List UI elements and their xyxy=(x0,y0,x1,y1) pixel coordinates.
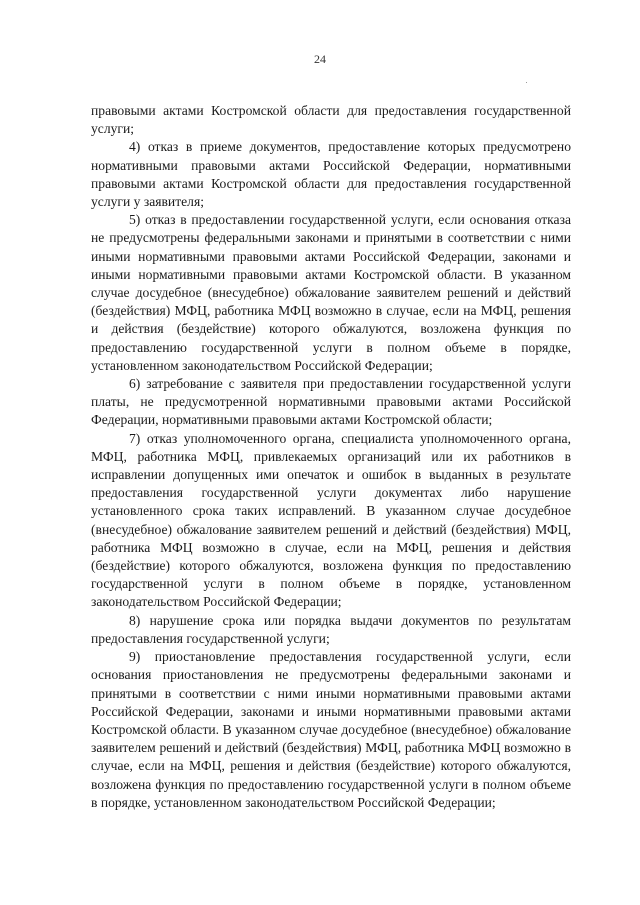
document-body xyxy=(91,102,571,812)
paragraph-item-4: 4) отказ в приеме документов, предоставление которых предусмотрено нормативными правовыми актами Российской Федерации, нормативными правовыми актами Костромской области для предоставления государственной услуги у заявителя; xyxy=(91,139,571,210)
scan-artifact xyxy=(526,82,527,83)
paragraph-item-5: 5) отказ в предоставлении государственной услуги, если основания отказа не предусмотрены федеральными законами и принятыми в соответствии с ними иными нормативными правовыми актами Российской Федерации, законами и иными нормативными правовыми актами Костромской области. В указанном случае досудебное (внесудебное) обжалование заявителем решений и действий (бездействия) МФЦ, работника МФЦ возможно в случае, если на МФЦ, решения и действия (бездействие) которого обжалуются, возложена функция по предоставлению государственной услуги в полном объеме в порядке, установленном законодательством Российской Федерации; xyxy=(91,212,571,373)
page-number: 24 xyxy=(314,52,326,66)
paragraph-item-7: 7) отказ уполномоченного органа, специалиста уполномоченного органа, МФЦ, работника МФЦ, привлекаемых организаций или их работников в исправлении допущенных ими опечаток и ошибок в выданных в результате предоставления государственной услуги документах либо нарушение установленного срока таких исправлений. В указанном случае досудебное (внесудебное) обжалование заявителем решений и действий (бездействия) МФЦ, работника МФЦ возможно в случае, если на МФЦ, решения и действия (бездействие) которого обжалуются, возложена функция по предоставлению государственной услуги в полном объеме в порядке, установленном законодательством Российской Федерации; xyxy=(91,430,571,610)
paragraph-continuation: правовыми актами Костромской области для предоставления государственной услуги; xyxy=(91,103,571,137)
paragraph-item-9: 9) приостановление предоставления государственной услуги, если основания приостановления не предусмотрены федеральными законами и принятыми в соответствии с ними иными нормативными правовыми актами Российской Федерации, законами и иными нормативными правовыми актами Костромской области. В указанном случае досудебное (внесудебное) обжалование заявителем решений и действий (бездействия) МФЦ, работника МФЦ возможно в случае, если на МФЦ, решения и действия (бездействие) которого обжалуются, возложена функция по предоставлению государственной услуги в полном объеме в порядке, установленном законодательством Российской Федерации; xyxy=(91,649,571,810)
paragraph-item-8: 8) нарушение срока или порядка выдачи документов по результатам предоставления государственной услуги; xyxy=(91,612,571,646)
paragraph-item-6: 6) затребование с заявителя при предоставлении государственной услуги платы, не предусмотренной нормативными правовыми актами Российской Федерации, нормативными правовыми актами Костромской области; xyxy=(91,376,571,428)
